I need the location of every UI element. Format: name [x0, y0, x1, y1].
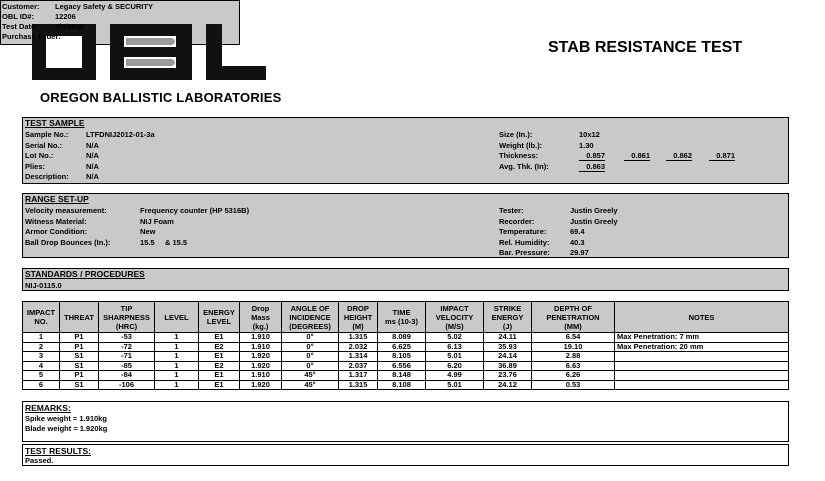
cell-time: 6.625 — [378, 342, 426, 352]
test-sample-section — [22, 117, 789, 184]
cell-impact-velocity: 5.01 — [426, 380, 484, 390]
humidity-label: Rel. Humidity: — [499, 237, 550, 247]
cell-threat: P1 — [60, 342, 99, 352]
cell-drop-mass: 1.910 — [240, 342, 282, 352]
plies-label: Plies: — [25, 161, 46, 171]
cell-tip-sharpness: -85 — [99, 361, 155, 371]
cell-tip-sharpness: -106 — [99, 380, 155, 390]
cell-impact-no: 5 — [23, 371, 60, 381]
cell-energy-level: E1 — [199, 352, 240, 362]
description-value: N/A — [86, 172, 99, 181]
ball-drop-value-1: 15.5 — [140, 237, 155, 247]
cell-impact-velocity: 6.20 — [426, 361, 484, 371]
temperature-value: 69.4 — [570, 227, 585, 236]
organization-name: OREGON BALLISTIC LABORATORIES — [40, 90, 282, 105]
table-row — [23, 371, 789, 381]
cell-level: 1 — [155, 380, 199, 390]
cell-level: 1 — [155, 342, 199, 352]
cell-drop-height: 1.317 — [339, 371, 378, 381]
lot-no-label: Lot No.: — [25, 151, 54, 160]
avg-thickness-value: 0.863 — [579, 162, 605, 172]
purchase-order-label: Purchase Order: — [2, 32, 61, 41]
cell-threat: P1 — [60, 333, 99, 343]
sample-no-value: LTFDNIJ2012-01-3a — [86, 130, 155, 139]
cell-strike-energy: 36.89 — [484, 361, 532, 371]
temperature-label: Temperature: — [499, 227, 547, 236]
header-impact-no: IMPACT NO. — [23, 302, 60, 333]
cell-impact-no: 1 — [23, 333, 60, 343]
cell-impact-velocity: 5.01 — [426, 352, 484, 362]
cell-energy-level: E1 — [199, 371, 240, 381]
cell-threat: S1 — [60, 380, 99, 390]
header-time: TIME ms (10-3) — [378, 302, 426, 333]
recorder-label: Recorder: — [499, 216, 535, 226]
velocity-value: Frequency counter (HP 5316B) — [140, 206, 250, 215]
cell-energy-level: E2 — [199, 342, 240, 352]
table-row — [23, 333, 789, 343]
armor-condition-value: New — [140, 227, 156, 236]
test-results-section — [22, 444, 789, 466]
thickness-value-1: 0.857 — [579, 151, 605, 161]
cell-angle-of-incidence: 0° — [282, 333, 339, 343]
ball-drop-value-2: & 15.5 — [165, 237, 188, 247]
cell-impact-no: 3 — [23, 352, 60, 362]
test-sample-heading: TEST SAMPLE — [25, 118, 85, 128]
cell-impact-no: 6 — [23, 380, 60, 390]
cell-threat: S1 — [60, 352, 99, 362]
cell-angle-of-incidence: 45° — [282, 380, 339, 390]
cell-depth-of-penetration: 2.88 — [532, 352, 615, 362]
pressure-label: Bar. Pressure: — [499, 248, 550, 257]
cell-strike-energy: 24.11 — [484, 333, 532, 343]
cell-strike-energy: 24.12 — [484, 380, 532, 390]
cell-impact-velocity: 5.02 — [426, 333, 484, 343]
cell-threat: P1 — [60, 371, 99, 381]
cell-drop-height: 2.032 — [339, 342, 378, 352]
cell-depth-of-penetration: 6.54 — [532, 333, 615, 343]
cell-strike-energy: 35.93 — [484, 342, 532, 352]
size-value: 10x12 — [579, 130, 600, 139]
cell-tip-sharpness: -53 — [99, 333, 155, 343]
test-date-label: Test Date: — [2, 22, 38, 31]
cell-notes — [615, 371, 789, 381]
cell-level: 1 — [155, 333, 199, 343]
cell-strike-energy: 24.14 — [484, 352, 532, 362]
remarks-heading: REMARKS: — [25, 403, 71, 413]
cell-depth-of-penetration: 0.53 — [532, 380, 615, 390]
table-row — [23, 352, 789, 362]
cell-tip-sharpness: -72 — [99, 342, 155, 352]
weight-value: 1.30 — [579, 140, 594, 150]
cell-notes: Max Penetration: 7 mm — [615, 333, 789, 343]
table-row — [23, 380, 789, 390]
cell-notes — [615, 380, 789, 390]
recorder-value: Justin Greely — [570, 216, 618, 226]
ball-drop-label: Ball Drop Bounces (In.): — [25, 237, 111, 247]
header-tip-sharpness: TIP SHARPNESS (HRC) — [99, 302, 155, 333]
sample-no-label: Sample No.: — [25, 130, 69, 139]
header-energy-level: ENERGY LEVEL — [199, 302, 240, 333]
test-results-value: Passed. — [25, 456, 54, 465]
thickness-value-4: 0.871 — [709, 151, 735, 161]
test-date-value: 3/8/2016 — [55, 22, 85, 31]
tester-value: Justin Greely — [570, 206, 618, 215]
cell-energy-level: E1 — [199, 380, 240, 390]
document-title: STAB RESISTANCE TEST — [548, 39, 743, 56]
cell-angle-of-incidence: 0° — [282, 352, 339, 362]
cell-drop-height: 1.315 — [339, 333, 378, 343]
thickness-value-2: 0.861 — [624, 151, 650, 161]
avg-thickness-label: Avg. Thk. (In): — [499, 161, 549, 171]
serial-no-label: Serial No.: — [25, 140, 63, 150]
cell-impact-no: 4 — [23, 361, 60, 371]
header-drop-mass: Drop Mass (kg.) — [240, 302, 282, 333]
header-notes: NOTES — [615, 302, 789, 333]
cell-level: 1 — [155, 352, 199, 362]
cell-notes — [615, 361, 789, 371]
range-setup-heading: RANGE SET-UP — [25, 194, 89, 204]
witness-value: NIJ Foam — [140, 216, 174, 226]
standards-section — [22, 268, 789, 291]
cell-drop-mass: 1.910 — [240, 333, 282, 343]
remarks-section — [22, 401, 789, 442]
customer-label: Customer: — [2, 2, 40, 11]
remarks-line-2: Blade weight = 1.920kg — [25, 424, 108, 433]
cell-notes — [615, 352, 789, 362]
cell-strike-energy: 23.76 — [484, 371, 532, 381]
plies-value: N/A — [86, 161, 99, 171]
cell-energy-level: E2 — [199, 361, 240, 371]
header-level: LEVEL — [155, 302, 199, 333]
cell-depth-of-penetration: 6.26 — [532, 371, 615, 381]
cell-impact-velocity: 6.13 — [426, 342, 484, 352]
header-drop-height: DROP HEIGHT (M) — [339, 302, 378, 333]
description-label: Description: — [25, 172, 69, 181]
cell-angle-of-incidence: 0° — [282, 361, 339, 371]
cell-time: 8.105 — [378, 352, 426, 362]
cell-drop-mass: 1.920 — [240, 352, 282, 362]
cell-energy-level: E1 — [199, 333, 240, 343]
header-impact-velocity: IMPACT VELOCITY (M/S) — [426, 302, 484, 333]
cell-drop-mass: 1.920 — [240, 361, 282, 371]
cell-threat: S1 — [60, 361, 99, 371]
cell-depth-of-penetration: 6.63 — [532, 361, 615, 371]
cell-time: 6.556 — [378, 361, 426, 371]
cell-impact-velocity: 4.99 — [426, 371, 484, 381]
header-strike-energy: STRIKE ENERGY (J) — [484, 302, 532, 333]
cell-tip-sharpness: -71 — [99, 352, 155, 362]
tester-label: Tester: — [499, 206, 524, 215]
cell-time: 8.108 — [378, 380, 426, 390]
obl-id-label: OBL ID#: — [2, 12, 34, 21]
range-setup-section — [22, 193, 789, 258]
cell-drop-height: 2.037 — [339, 361, 378, 371]
size-label: Size (In.): — [499, 130, 533, 139]
customer-value: Legacy Safety & SECURITY — [55, 2, 153, 11]
test-results-heading: TEST RESULTS: — [25, 446, 91, 456]
velocity-label: Velocity measurement: — [25, 206, 107, 215]
cell-time: 8.148 — [378, 371, 426, 381]
impact-results-table — [22, 301, 789, 390]
cell-level: 1 — [155, 361, 199, 371]
standards-heading: STANDARDS / PROCEDURES — [25, 269, 145, 279]
cell-time: 8.089 — [378, 333, 426, 343]
cell-tip-sharpness: -84 — [99, 371, 155, 381]
cell-depth-of-penetration: 19.10 — [532, 342, 615, 352]
cell-drop-height: 1.314 — [339, 352, 378, 362]
witness-label: Witness Material: — [25, 216, 87, 226]
cell-drop-mass: 1.910 — [240, 371, 282, 381]
header-threat: THREAT — [60, 302, 99, 333]
header-angle-of-incidence: ANGLE OF INCIDENCE (DEGREES) — [282, 302, 339, 333]
obl-id-value: 12206 — [55, 12, 76, 21]
serial-no-value: N/A — [86, 140, 99, 150]
cell-drop-mass: 1.920 — [240, 380, 282, 390]
armor-condition-label: Armor Condition: — [25, 227, 88, 236]
cell-level: 1 — [155, 371, 199, 381]
remarks-line-1: Spike weight = 1.910kg — [25, 414, 107, 423]
cell-angle-of-incidence: 45° — [282, 371, 339, 381]
pressure-value: 29.97 — [570, 248, 589, 257]
cell-angle-of-incidence: 0° — [282, 342, 339, 352]
cell-drop-height: 1.315 — [339, 380, 378, 390]
cell-impact-no: 2 — [23, 342, 60, 352]
standards-value: NIJ-0115.0 — [25, 281, 62, 290]
cell-notes: Max Penetration: 20 mm — [615, 342, 789, 352]
header-depth-of-penetration: DEPTH OF PENETRATION (MM) — [532, 302, 615, 333]
thickness-value-3: 0.862 — [666, 151, 692, 161]
thickness-label: Thickness: — [499, 151, 539, 160]
weight-label: Weight (lb.): — [499, 140, 543, 150]
lot-no-value: N/A — [86, 151, 99, 160]
table-header-row — [23, 302, 789, 333]
humidity-value: 40.3 — [570, 237, 585, 247]
